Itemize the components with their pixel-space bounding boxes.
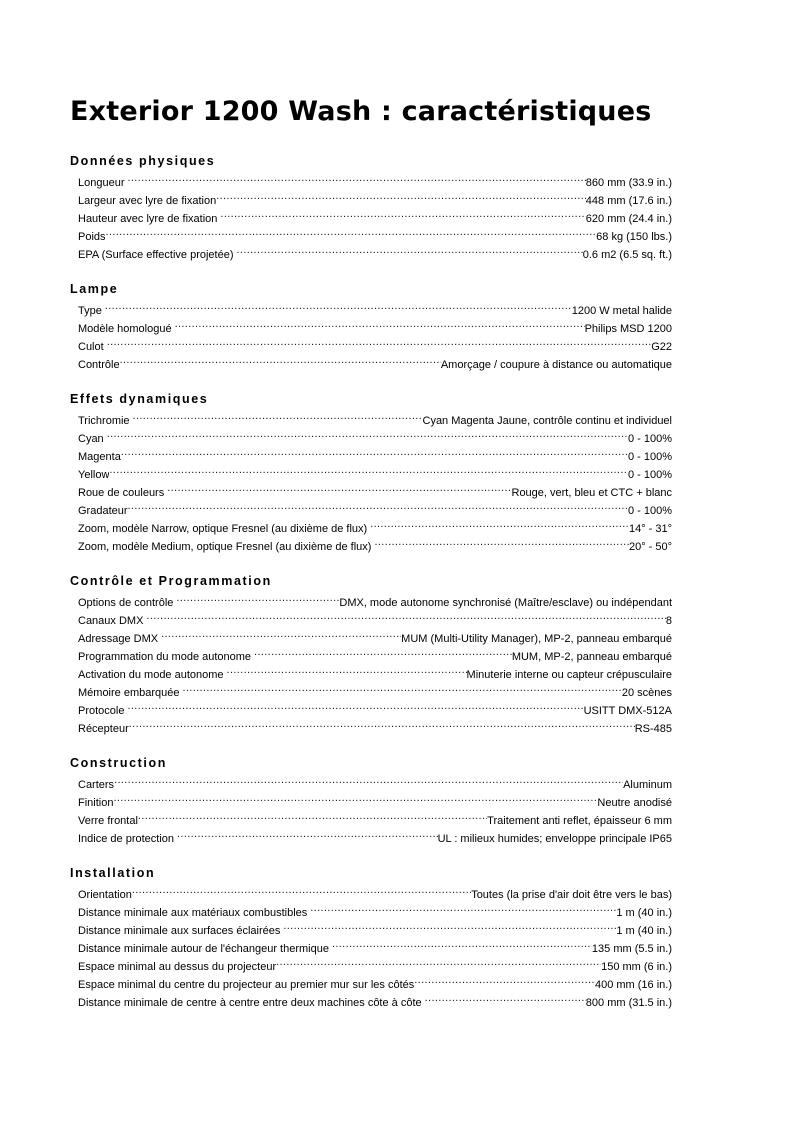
dot-leader: [128, 503, 628, 514]
spec-section: [70, 392, 672, 556]
spec-row: [78, 210, 672, 228]
spec-row-value: 0 - 100%: [627, 469, 672, 482]
spec-row-label: Adressage DMX: [78, 633, 159, 646]
spec-row-value: 135 mm (5.5 in.): [591, 943, 672, 956]
page-content: [70, 98, 672, 1012]
spec-row-list: [70, 174, 672, 264]
spec-row-value: Rouge, vert, bleu et CTC + blanc: [511, 487, 672, 500]
spec-row-label: Orientation: [78, 889, 132, 902]
spec-row-value: Aluminum: [623, 779, 672, 792]
specification-sections: [70, 154, 672, 1012]
spec-row: [78, 192, 672, 210]
dot-leader: [175, 321, 585, 332]
spec-row-label: Roue de couleurs: [78, 487, 165, 500]
spec-row-value: 0 - 100%: [627, 505, 672, 518]
spec-row-value: UL : milieux humides; enveloppe principale IP65: [437, 833, 672, 846]
spec-row-label: Poids: [78, 231, 106, 244]
spec-row-list: [70, 776, 672, 848]
dot-leader: [177, 831, 438, 842]
spec-row: [78, 612, 672, 630]
page-title: Exterior 1200 Wash : caractéristiques: [70, 96, 652, 127]
spec-row-label: Zoom, modèle Medium, optique Fresnel (au dixième de flux): [78, 541, 372, 554]
spec-row-value: Toutes (la prise d'air doit être vers le bas): [471, 889, 672, 902]
spec-row: [78, 412, 672, 430]
spec-row-value: Amorçage / coupure à distance ou automatique: [440, 359, 672, 372]
dot-leader: [237, 247, 583, 258]
dot-leader: [107, 339, 652, 350]
spec-row-label: EPA (Surface effective projetée): [78, 249, 234, 262]
spec-row-label: Largeur avec lyre de fixation: [78, 195, 217, 208]
spec-row-label: Cyan: [78, 433, 104, 446]
dot-leader: [374, 539, 628, 550]
spec-row: [78, 976, 672, 994]
section-heading: Construction: [70, 756, 167, 771]
dot-leader: [107, 431, 628, 442]
spec-row: [78, 448, 672, 466]
spec-row: [78, 630, 672, 648]
spec-row-label: Finition: [78, 797, 114, 810]
spec-row-value: MUM, MP-2, panneau embarqué: [511, 651, 672, 664]
dot-leader: [167, 485, 511, 496]
spec-row-value: 20 scènes: [621, 687, 672, 700]
spec-row-value: USITT DMX-512A: [583, 705, 672, 718]
spec-section: [70, 574, 672, 738]
spec-section: [70, 154, 672, 264]
spec-row-label: Modèle homologué: [78, 323, 172, 336]
spec-row-value: G22: [651, 341, 672, 354]
dot-leader: [283, 923, 616, 934]
section-heading: Données physiques: [70, 154, 216, 169]
spec-row-label: Récepteur: [78, 723, 129, 736]
spec-row: [78, 246, 672, 264]
spec-row-label: Contrôle: [78, 359, 120, 372]
spec-row: [78, 338, 672, 356]
spec-row-label: Longueur: [78, 177, 125, 190]
spec-row-value: 1 m (40 in.): [616, 907, 672, 920]
dot-leader: [220, 211, 585, 222]
spec-row-label: Distance minimale aux matériaux combustibles: [78, 907, 308, 920]
dot-leader: [425, 995, 586, 1006]
spec-row-value: 1200 W metal halide: [571, 305, 672, 318]
dot-leader: [105, 303, 572, 314]
spec-row: [78, 684, 672, 702]
spec-row: [78, 430, 672, 448]
dot-leader: [227, 667, 467, 678]
dot-leader: [216, 193, 586, 204]
spec-row: [78, 666, 672, 684]
spec-row-label: Programmation du mode autonome: [78, 651, 252, 664]
dot-leader: [128, 175, 586, 186]
spec-row-label: Carters: [78, 779, 115, 792]
spec-row-label: Type: [78, 305, 102, 318]
spec-row: [78, 174, 672, 192]
spec-row-label: Trichromie: [78, 415, 130, 428]
spec-row: [78, 958, 672, 976]
spec-row: [78, 484, 672, 502]
spec-row: [78, 886, 672, 904]
spec-row-value: 68 kg (150 lbs.): [596, 231, 672, 244]
spec-row: [78, 702, 672, 720]
spec-row-value: RS-485: [634, 723, 672, 736]
spec-section: [70, 866, 672, 1012]
spec-row: [78, 830, 672, 848]
spec-row: [78, 502, 672, 520]
spec-row-label: Zoom, modèle Narrow, optique Fresnel (au dixième de flux): [78, 523, 368, 536]
spec-row-label: Yellow: [78, 469, 110, 482]
spec-row-value: 0.6 m2 (6.5 sq. ft.): [582, 249, 672, 262]
spec-row-label: Magenta: [78, 451, 121, 464]
section-heading: Lampe: [70, 282, 119, 297]
spec-row-label: Distance minimale de centre à centre entre deux machines côte à côte: [78, 997, 422, 1010]
spec-row: [78, 302, 672, 320]
dot-leader: [127, 703, 583, 714]
spec-row-value: 20° - 50°: [628, 541, 672, 554]
spec-row: [78, 594, 672, 612]
spec-row-label: Hauteur avec lyre de fixation: [78, 213, 218, 226]
spec-row-value: Neutre anodisé: [597, 797, 672, 810]
spec-row-list: [70, 886, 672, 1012]
spec-row: [78, 922, 672, 940]
spec-row-label: Espace minimal au dessus du projecteur: [78, 961, 277, 974]
spec-row-label: Gradateur: [78, 505, 128, 518]
spec-row-value: 400 mm (16 in.): [594, 979, 672, 992]
spec-row-value: 448 mm (17.6 in.): [585, 195, 672, 208]
spec-row-value: 8: [665, 615, 672, 628]
spec-row-value: Traitement anti reflet, épaisseur 6 mm: [487, 815, 672, 828]
spec-row-value: Philips MSD 1200: [584, 323, 672, 336]
dot-leader: [138, 813, 487, 824]
spec-row-label: Canaux DMX: [78, 615, 144, 628]
spec-row: [78, 228, 672, 246]
spec-row-label: Culot: [78, 341, 104, 354]
dot-leader: [120, 357, 441, 368]
spec-row: [78, 538, 672, 556]
dot-leader: [370, 521, 629, 532]
spec-row-value: 1 m (40 in.): [616, 925, 672, 938]
spec-row-value: 150 mm (6 in.): [601, 961, 672, 974]
dot-leader: [161, 631, 401, 642]
spec-row-value: MUM (Multi-Utility Manager), MP-2, panneau embarqué: [401, 633, 672, 646]
dot-leader: [109, 467, 628, 478]
dot-leader: [276, 959, 601, 970]
section-heading: Contrôle et Programmation: [70, 574, 272, 589]
spec-row-list: [70, 412, 672, 556]
dot-leader: [414, 977, 595, 988]
spec-row: [78, 720, 672, 738]
spec-row: [78, 356, 672, 374]
spec-row-value: DMX, mode autonome synchronisé (Maître/esclave) ou indépendant: [339, 597, 672, 610]
spec-section: [70, 282, 672, 374]
dot-leader: [146, 613, 665, 624]
section-heading: Effets dynamiques: [70, 392, 209, 407]
spec-row-value: 0 - 100%: [627, 451, 672, 464]
dot-leader: [254, 649, 512, 660]
spec-row: [78, 812, 672, 830]
dot-leader: [132, 887, 471, 898]
spec-row: [78, 648, 672, 666]
spec-row-value: 620 mm (24.4 in.): [585, 213, 672, 226]
section-heading: Installation: [70, 866, 156, 881]
dot-leader: [113, 795, 597, 806]
spec-row-value: Minuterie interne ou capteur crépusculaire: [466, 669, 672, 682]
spec-row-value: 0 - 100%: [627, 433, 672, 446]
spec-row-value: Cyan Magenta Jaune, contrôle continu et individuel: [422, 415, 672, 428]
spec-row: [78, 794, 672, 812]
spec-row-label: Distance minimale aux surfaces éclairées: [78, 925, 281, 938]
spec-row-label: Distance minimale autour de l'échangeur thermique: [78, 943, 329, 956]
spec-row: [78, 320, 672, 338]
spec-row-label: Protocole: [78, 705, 125, 718]
spec-row: [78, 940, 672, 958]
spec-row-list: [70, 594, 672, 738]
dot-leader: [129, 721, 635, 732]
dot-leader: [133, 413, 423, 424]
spec-row: [78, 466, 672, 484]
spec-row-list: [70, 302, 672, 374]
spec-row: [78, 904, 672, 922]
spec-row-label: Mémoire embarquée: [78, 687, 180, 700]
dot-leader: [183, 685, 622, 696]
spec-row-label: Verre frontal: [78, 815, 138, 828]
spec-row-label: Indice de protection: [78, 833, 175, 846]
spec-row-label: Espace minimal du centre du projecteur au premier mur sur les côtés: [78, 979, 415, 992]
dot-leader: [114, 777, 623, 788]
dot-leader: [106, 229, 597, 240]
dot-leader: [310, 905, 616, 916]
spec-row: [78, 994, 672, 1012]
spec-row-value: 800 mm (31.5 in.): [585, 997, 672, 1010]
spec-row-value: 860 mm (33.9 in.): [585, 177, 672, 190]
spec-row-label: Activation du mode autonome: [78, 669, 224, 682]
spec-section: [70, 756, 672, 848]
dot-leader: [176, 595, 339, 606]
spec-row: [78, 520, 672, 538]
dot-leader: [332, 941, 592, 952]
spec-row-label: Options de contrôle: [78, 597, 174, 610]
spec-row: [78, 776, 672, 794]
spec-row-value: 14° - 31°: [628, 523, 672, 536]
dot-leader: [121, 449, 628, 460]
